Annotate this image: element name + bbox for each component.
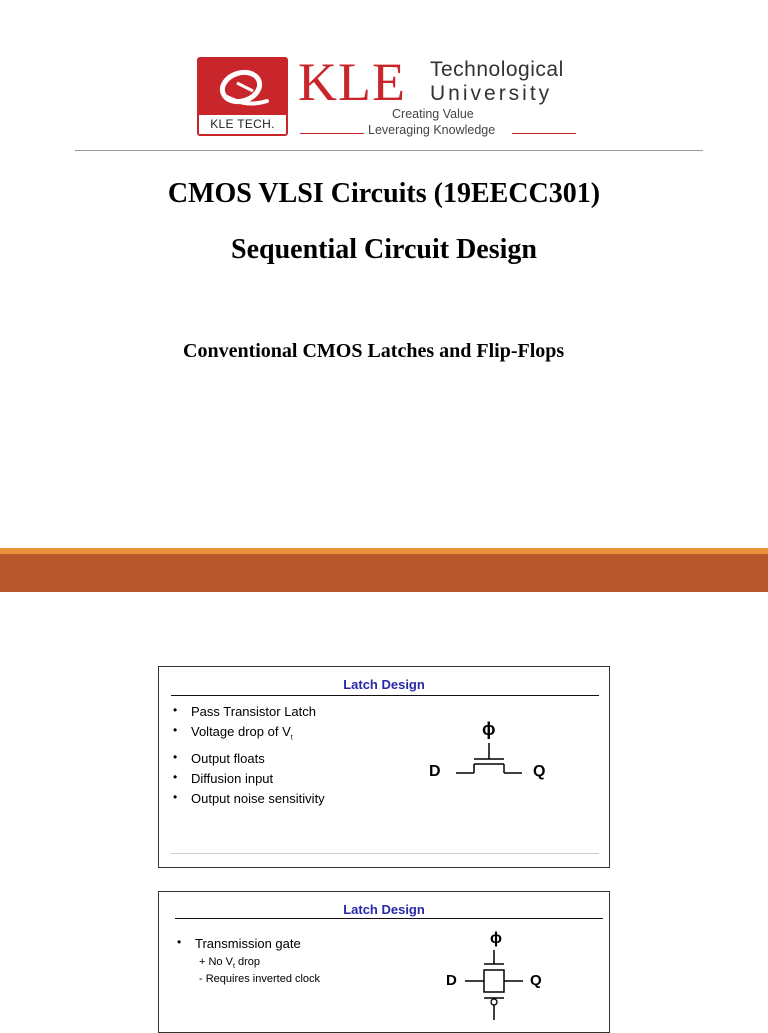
brand-line-technological: Technological	[430, 58, 564, 81]
slogan-rule-left	[300, 133, 364, 134]
diagram-q-label: Q	[533, 763, 546, 780]
sub-text: drop	[234, 956, 260, 968]
transmission-gate-icon	[461, 950, 527, 1022]
diagram-d-label: D	[429, 763, 441, 780]
diagram-q-label: Q	[530, 972, 542, 989]
bullet-list	[175, 934, 415, 954]
divider-bar-brown	[0, 554, 768, 592]
brand-name: KLE	[298, 52, 406, 112]
list-item: • Transmission gate	[175, 934, 415, 954]
logo-q-emblem-icon	[197, 57, 288, 115]
diagram-phi-label: ϕ	[482, 719, 496, 739]
list-item: • Output floats	[171, 749, 411, 769]
sub-item-inverted-clock: - Requires inverted clock	[199, 973, 321, 985]
list-item	[171, 722, 411, 749]
subscript: t	[290, 734, 293, 742]
list-item: • Diffusion input	[171, 769, 411, 789]
slogan-rule-right	[512, 133, 576, 134]
subtopic-title: Conventional CMOS Latches and Flip-Flops	[183, 340, 565, 362]
list-item: • Output noise sensitivity	[171, 789, 411, 809]
list-item: • Pass Transistor Latch	[171, 702, 411, 722]
pass-transistor-icon	[454, 741, 534, 781]
slide-title-rule	[171, 695, 599, 696]
slide-footer-rule	[171, 853, 599, 854]
slide-title: Latch Design	[343, 902, 425, 917]
bullet-list	[171, 702, 411, 809]
slide-latch-pass-transistor	[158, 666, 610, 868]
brand-line-university: University	[430, 82, 553, 105]
bullet-text: Voltage drop of V	[191, 724, 291, 739]
brand-slogan-1: Creating Value	[392, 107, 474, 121]
topic-title: Sequential Circuit Design	[231, 234, 537, 265]
header-divider	[75, 150, 703, 151]
brand-slogan-2: Leveraging Knowledge	[368, 123, 496, 137]
slide-title: Latch Design	[343, 677, 425, 692]
logo-tag: KLE TECH.	[199, 115, 286, 134]
slide-latch-transmission-gate	[158, 891, 610, 1033]
subscript: t	[232, 963, 235, 971]
sub-text: + No V	[199, 956, 233, 968]
course-title: CMOS VLSI Circuits (19EECC301)	[167, 178, 601, 209]
diagram-d-label: D	[446, 972, 457, 989]
slide-title-rule	[175, 918, 603, 919]
diagram-phi-label: ϕ	[490, 930, 502, 947]
